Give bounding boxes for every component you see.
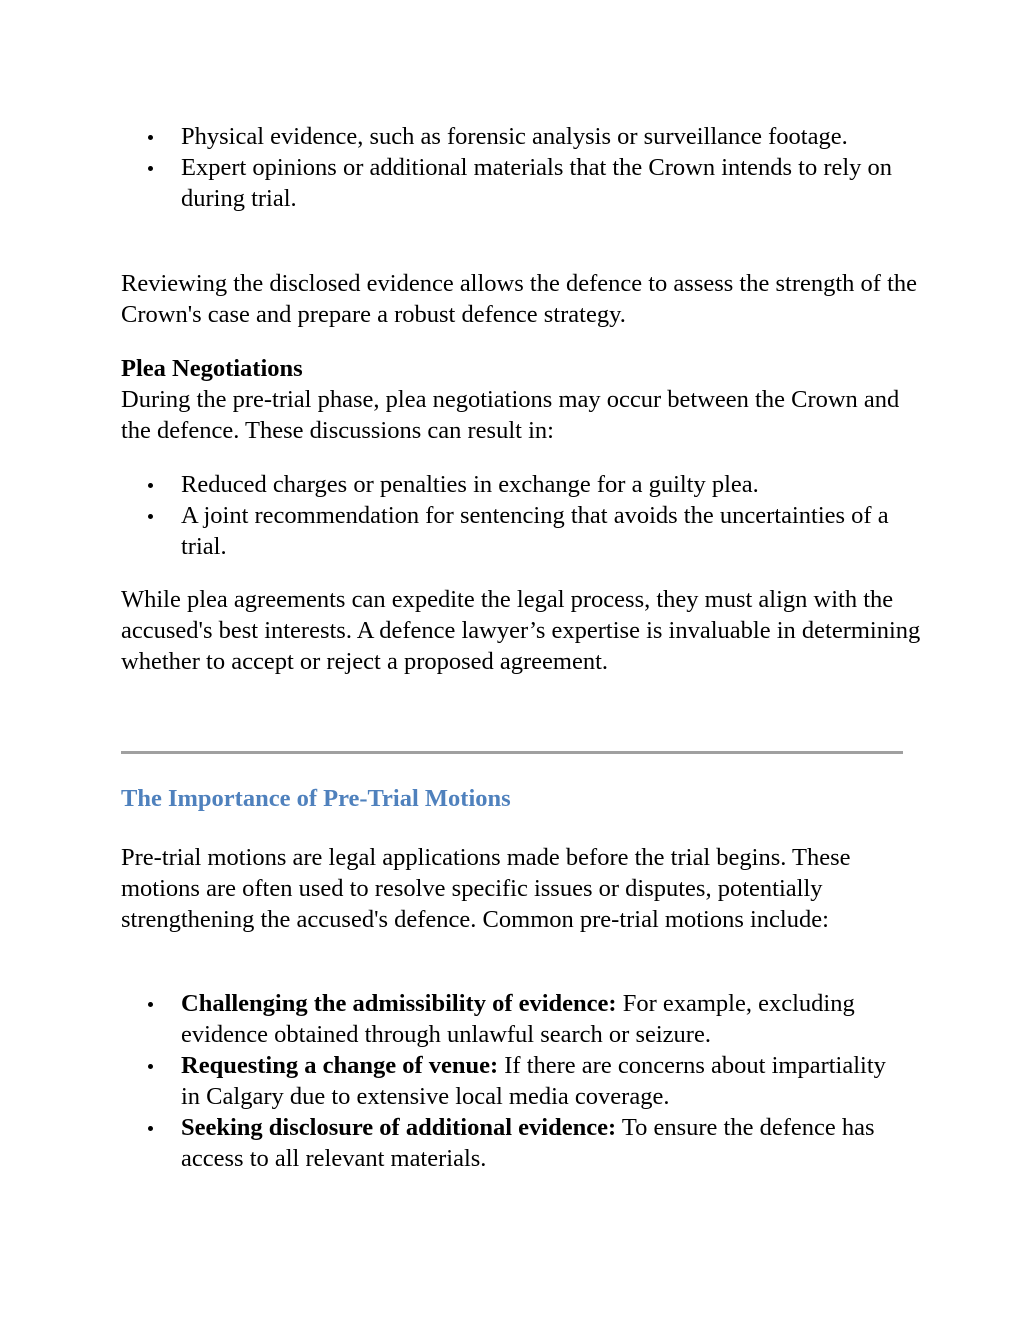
plea-intro: During the pre-trial phase, plea negotiations may occur between the Crown and the defence. These discussions can result in:: [121, 386, 900, 444]
evidence-review-paragraph: Reviewing the disclosed evidence allows the defence to assess the strength of the Crown's case and prepare a robust defence strategy.: [121, 270, 918, 328]
motion-text: If there are concerns about impartiality in Calgary due to extensive local media coverage.: [181, 1052, 886, 1110]
list-item: [181, 1112, 911, 1174]
motion-label: Requesting a change of venue:: [181, 1052, 499, 1079]
list-item: [181, 988, 911, 1050]
plea-section: [121, 353, 921, 446]
motion-label: Seeking disclosure of additional evidence:: [181, 1114, 617, 1141]
list-item: Reduced charges or penalties in exchange for a guilty plea.: [181, 469, 911, 500]
motions-list: [181, 988, 911, 1174]
list-item: A joint recommendation for sentencing that avoids the uncertainties of a trial.: [181, 500, 911, 562]
section-divider: [121, 751, 903, 754]
list-item: Expert opinions or additional materials that the Crown intends to rely on during trial.: [181, 152, 911, 214]
evidence-list: [181, 121, 911, 214]
plea-closing-paragraph: While plea agreements can expedite the legal process, they must align with the accused's best interests. A defence lawyer’s expertise is invaluable in determining whether to accept or reject a proposed agreement.: [121, 586, 921, 675]
plea-heading: Plea Negotiations: [121, 355, 303, 382]
list-item: Physical evidence, such as forensic analysis or surveillance footage.: [181, 121, 911, 152]
plea-outcomes-list: [181, 469, 911, 562]
motion-text: For example, excluding evidence obtained through unlawful search or seizure.: [181, 990, 855, 1048]
motion-label: Challenging the admissibility of evidence:: [181, 990, 617, 1017]
list-item: [181, 1050, 911, 1112]
motions-intro-paragraph: Pre-trial motions are legal applications made before the trial begins. These motions are often used to resolve specific issues or disputes, potentially strengthening the accused's defence. Common pre-trial motions include:: [121, 844, 851, 933]
section-title: The Importance of Pre-Trial Motions: [121, 785, 511, 812]
motion-text: To ensure the defence has access to all relevant materials.: [181, 1114, 875, 1172]
